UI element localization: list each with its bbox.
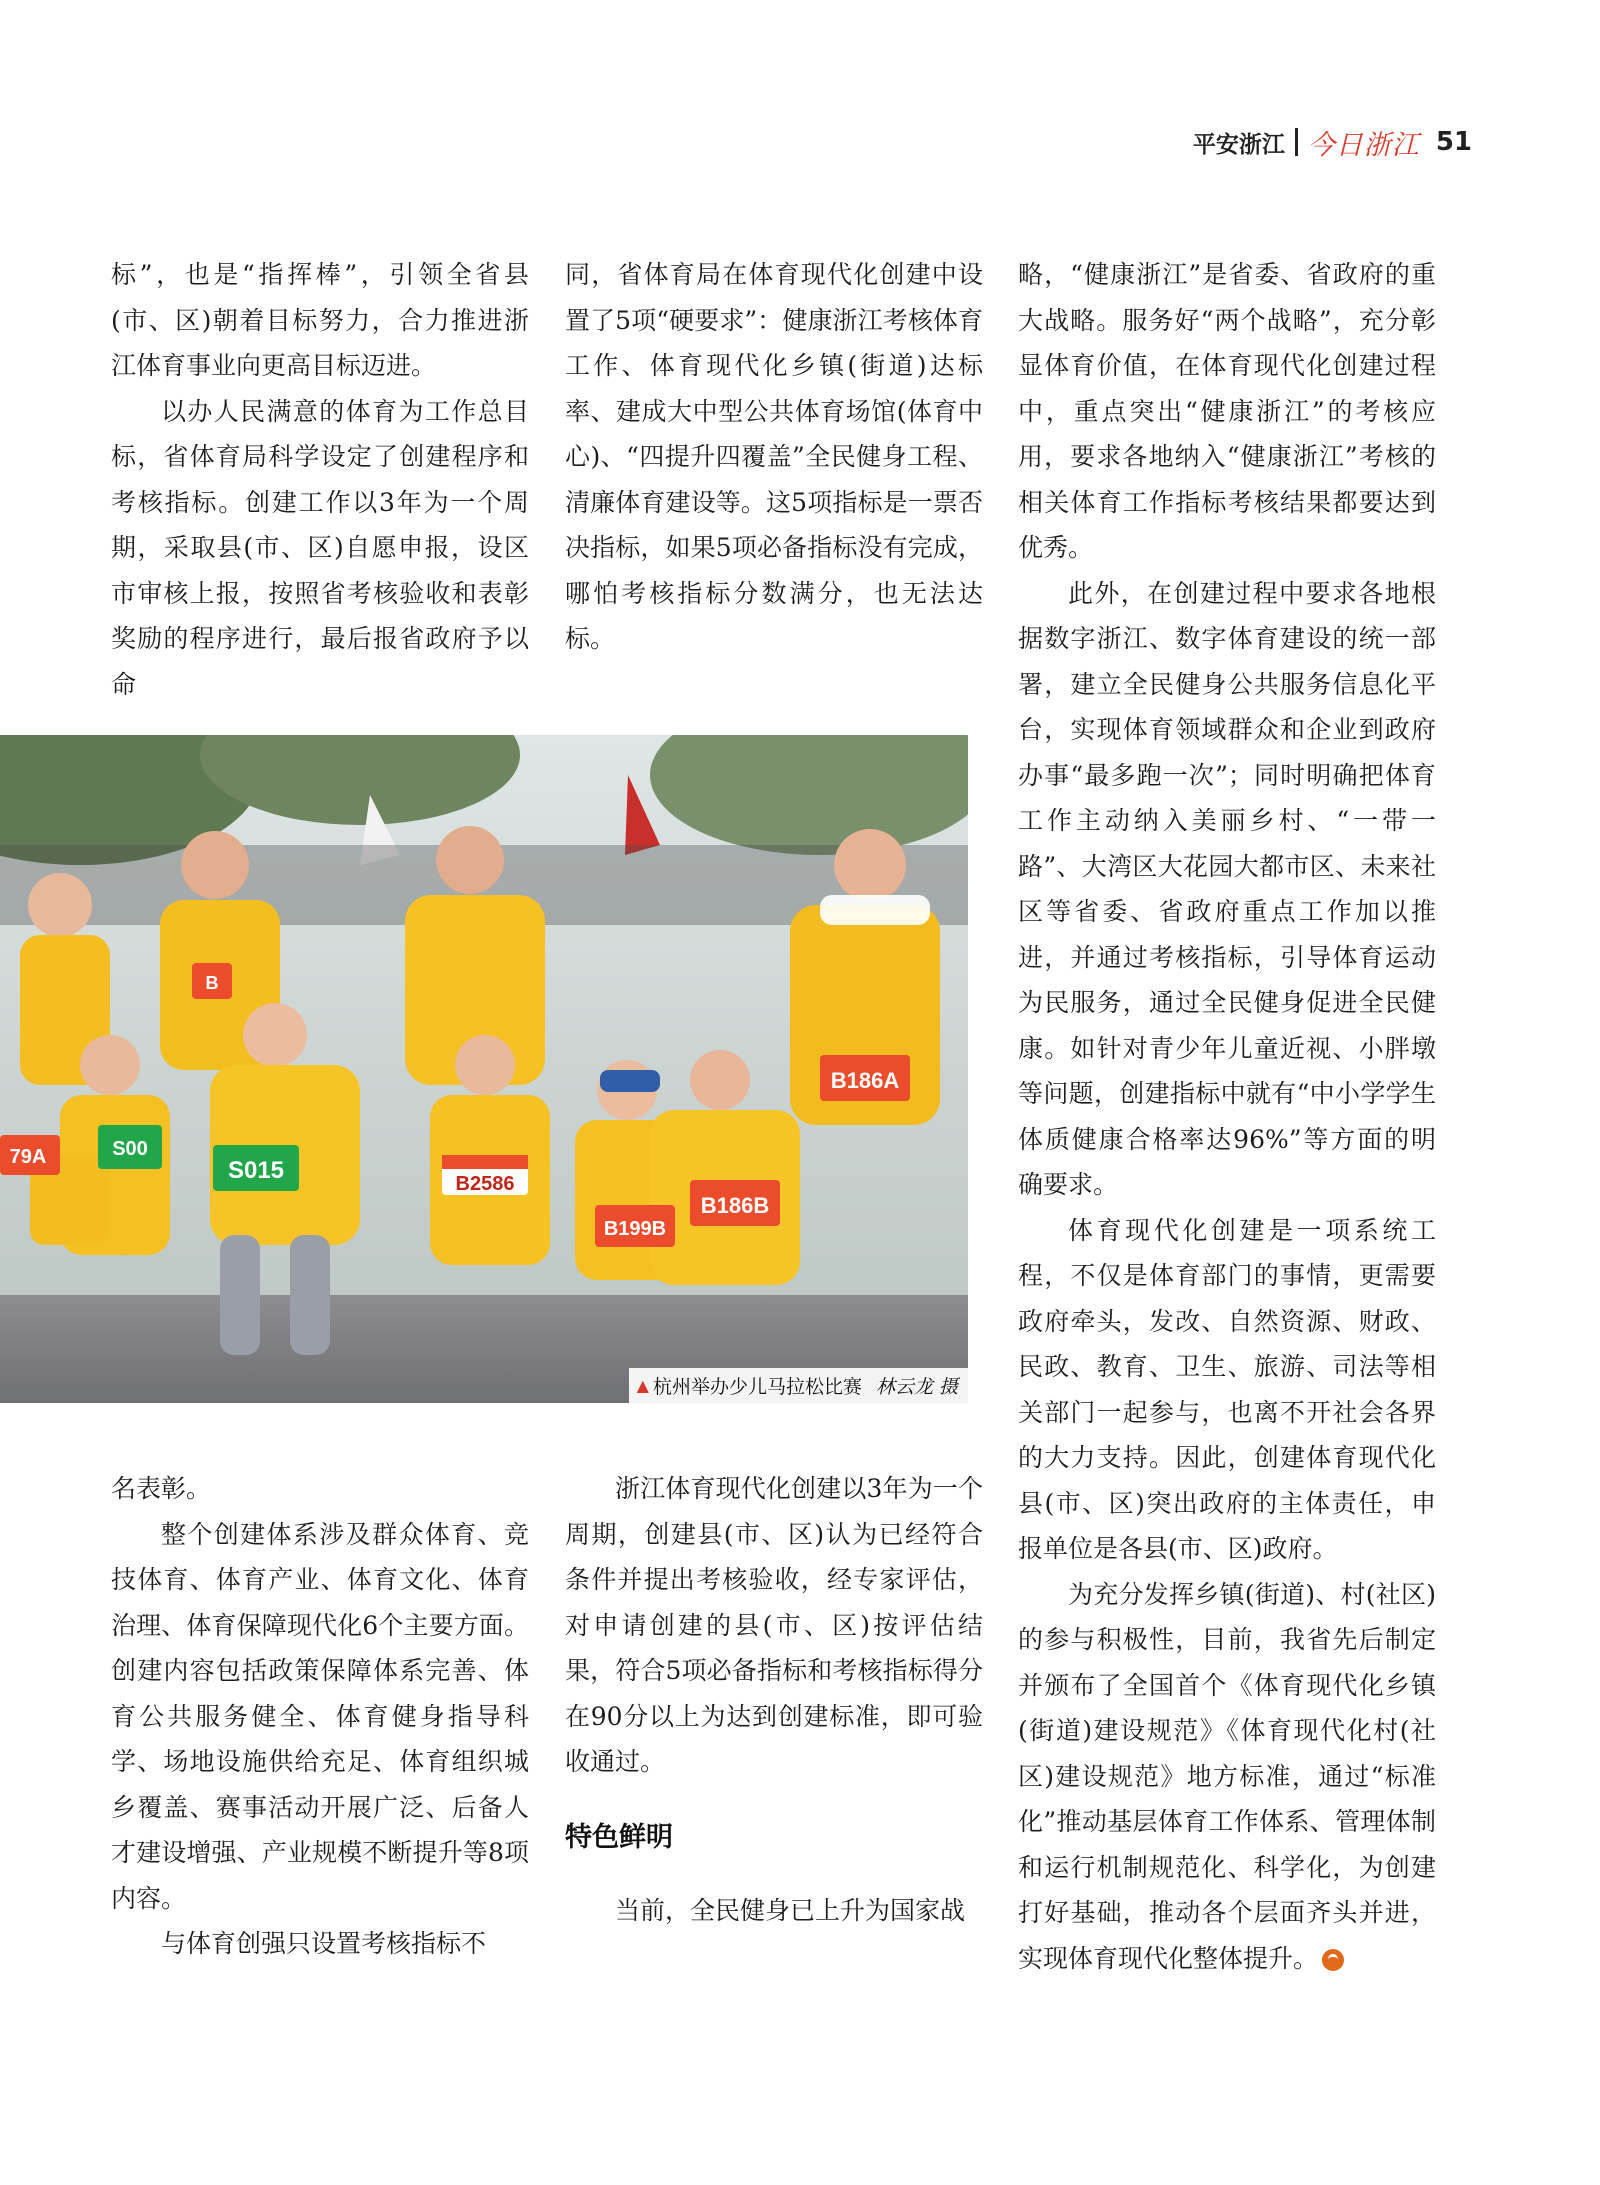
- paragraph: 与体育创强只设置考核指标不: [161, 1929, 487, 1958]
- bib-b186a-number: B186A: [830, 1068, 900, 1093]
- paragraph: 以办人民满意的体育为工作总目标，省体育局科学设定了创建程序和考核指标。创建工作以3年为一个周期，采取县(市、区)自愿申报，设区市审核上报，按照省考核验收和表彰奖励的程序进行，最后报省政府予以命: [111, 396, 529, 699]
- bib-s00-number: S00: [112, 1138, 148, 1160]
- column-2-top: [565, 252, 983, 662]
- photo-credit: 林云龙 摄: [875, 1376, 958, 1398]
- end-mark-icon: [1322, 1949, 1344, 1971]
- caption-text: 杭州举办少儿马拉松比赛: [652, 1376, 862, 1398]
- bib-b186b-number: B186B: [700, 1193, 770, 1218]
- column-1-bottom: [111, 1466, 529, 1967]
- paragraph: 名表彰。: [111, 1474, 212, 1503]
- caption-triangle-icon: ▲: [636, 1376, 649, 1395]
- bib-b199b-number: B199B: [603, 1218, 667, 1240]
- bib-b2586-number: B2586: [455, 1173, 515, 1195]
- page-header: [1193, 124, 1472, 160]
- magazine-logo: 今日浙江: [1307, 129, 1420, 161]
- paragraph: 浙江体育现代化创建以3年为一个周期，创建县(市、区)认为已经符合条件并提出考核验收，经专家评估，对申请创建的县(市、区)按评估结果，符合5项必备指标和考核指标得分在90分以上为达到创建标准，即可验收通过。: [565, 1474, 983, 1776]
- paragraph: 整个创建体系涉及群众体育、竞技体育、体育产业、体育文化、体育治理、体育保障现代化6个主要方面。创建内容包括政策保障体系完善、体育公共服务健全、体育健身指导科学、场地设施供给充足、体育组织城乡覆盖、赛事活动开展广泛、后备人才建设增强、产业规模不断提升等8项内容。: [111, 1519, 529, 1913]
- paragraph: 标”，也是“指挥棒”，引领全省县(市、区)朝着目标努力，合力推进浙江体育事业向更高目标迈进。: [111, 260, 529, 380]
- page-number: 51: [1435, 127, 1472, 157]
- paragraph: 体育现代化创建是一项系统工程，不仅是体育部门的事情，更需要政府牵头，发改、自然资源、财政、民政、教育、卫生、旅游、司法等相关部门一起参与，也离不开社会各界的大力支持。因此，创建体育现代化县(市、区)突出政府的主体责任，申报单位是各县(市、区)政府。: [1018, 1215, 1436, 1563]
- paragraph: 此外，在创建过程中要求各地根据数字浙江、数字体育建设的统一部署，建立全民健身公共服务信息化平台，实现体育领域群众和企业到政府办事“最多跑一次”；同时明确把体育工作主动纳入美丽乡村、“一带一路”、大湾区大花园大都市区、未来社区等省委、省政府重点工作加以推进，并通过考核指标，引导体育运动为民服务，通过全民健身促进全民健康。如针对青少年儿童近视、小胖墩等问题，创建指标中就有“中小学学生体质健康合格率达96%”等方面的明确要求。: [1018, 578, 1436, 1199]
- paragraph-text: 为充分发挥乡镇(街道)、村(社区)的参与积极性，目前，我省先后制定并颁布了全国首个《体育现代化乡镇(街道)建设规范》《体育现代化村(社区)建设规范》地方标准，通过“标准化”推动基层体育工作体系、管理体制和运行机制规范化、科学化，为创建打好基础，推动各个层面齐头并进，实现体育现代化整体提升。: [1018, 1579, 1436, 1973]
- section-subheading: 特色鲜明: [565, 1821, 673, 1853]
- column-1-top: [111, 252, 529, 707]
- column-2-bottom: [565, 1466, 983, 1934]
- bib-s015-number: S015: [227, 1157, 285, 1184]
- photo-illustration: [0, 735, 968, 1403]
- header-separator: [1295, 128, 1298, 156]
- column-3: [1018, 252, 1436, 1981]
- paragraph-final: [1018, 1572, 1436, 1982]
- paragraph: 当前，全民健身已上升为国家战: [615, 1896, 966, 1925]
- paragraph: 同，省体育局在体育现代化创建中设置了5项“硬要求”：健康浙江考核体育工作、体育现代化乡镇(街道)达标率、建成大中型公共体育场馆(体育中心)、“四提升四覆盖”全民健身工程、清廉体育建设等。这5项指标是一票否决指标，如果5项必备指标没有完成，哪怕考核指标分数满分，也无法达标。: [565, 260, 983, 653]
- marathon-photo: [0, 735, 968, 1403]
- bib-b-number: B: [205, 973, 219, 993]
- bib-79a-number: 79A: [9, 1146, 47, 1168]
- photo-caption: [629, 1368, 968, 1403]
- section-title: 平安浙江: [1192, 131, 1285, 158]
- paragraph: 略，“健康浙江”是省委、省政府的重大战略。服务好“两个战略”，充分彰显体育价值，在体育现代化创建过程中，重点突出“健康浙江”的考核应用，要求各地纳入“健康浙江”考核的相关体育工作指标考核结果都要达到优秀。: [1018, 260, 1436, 562]
